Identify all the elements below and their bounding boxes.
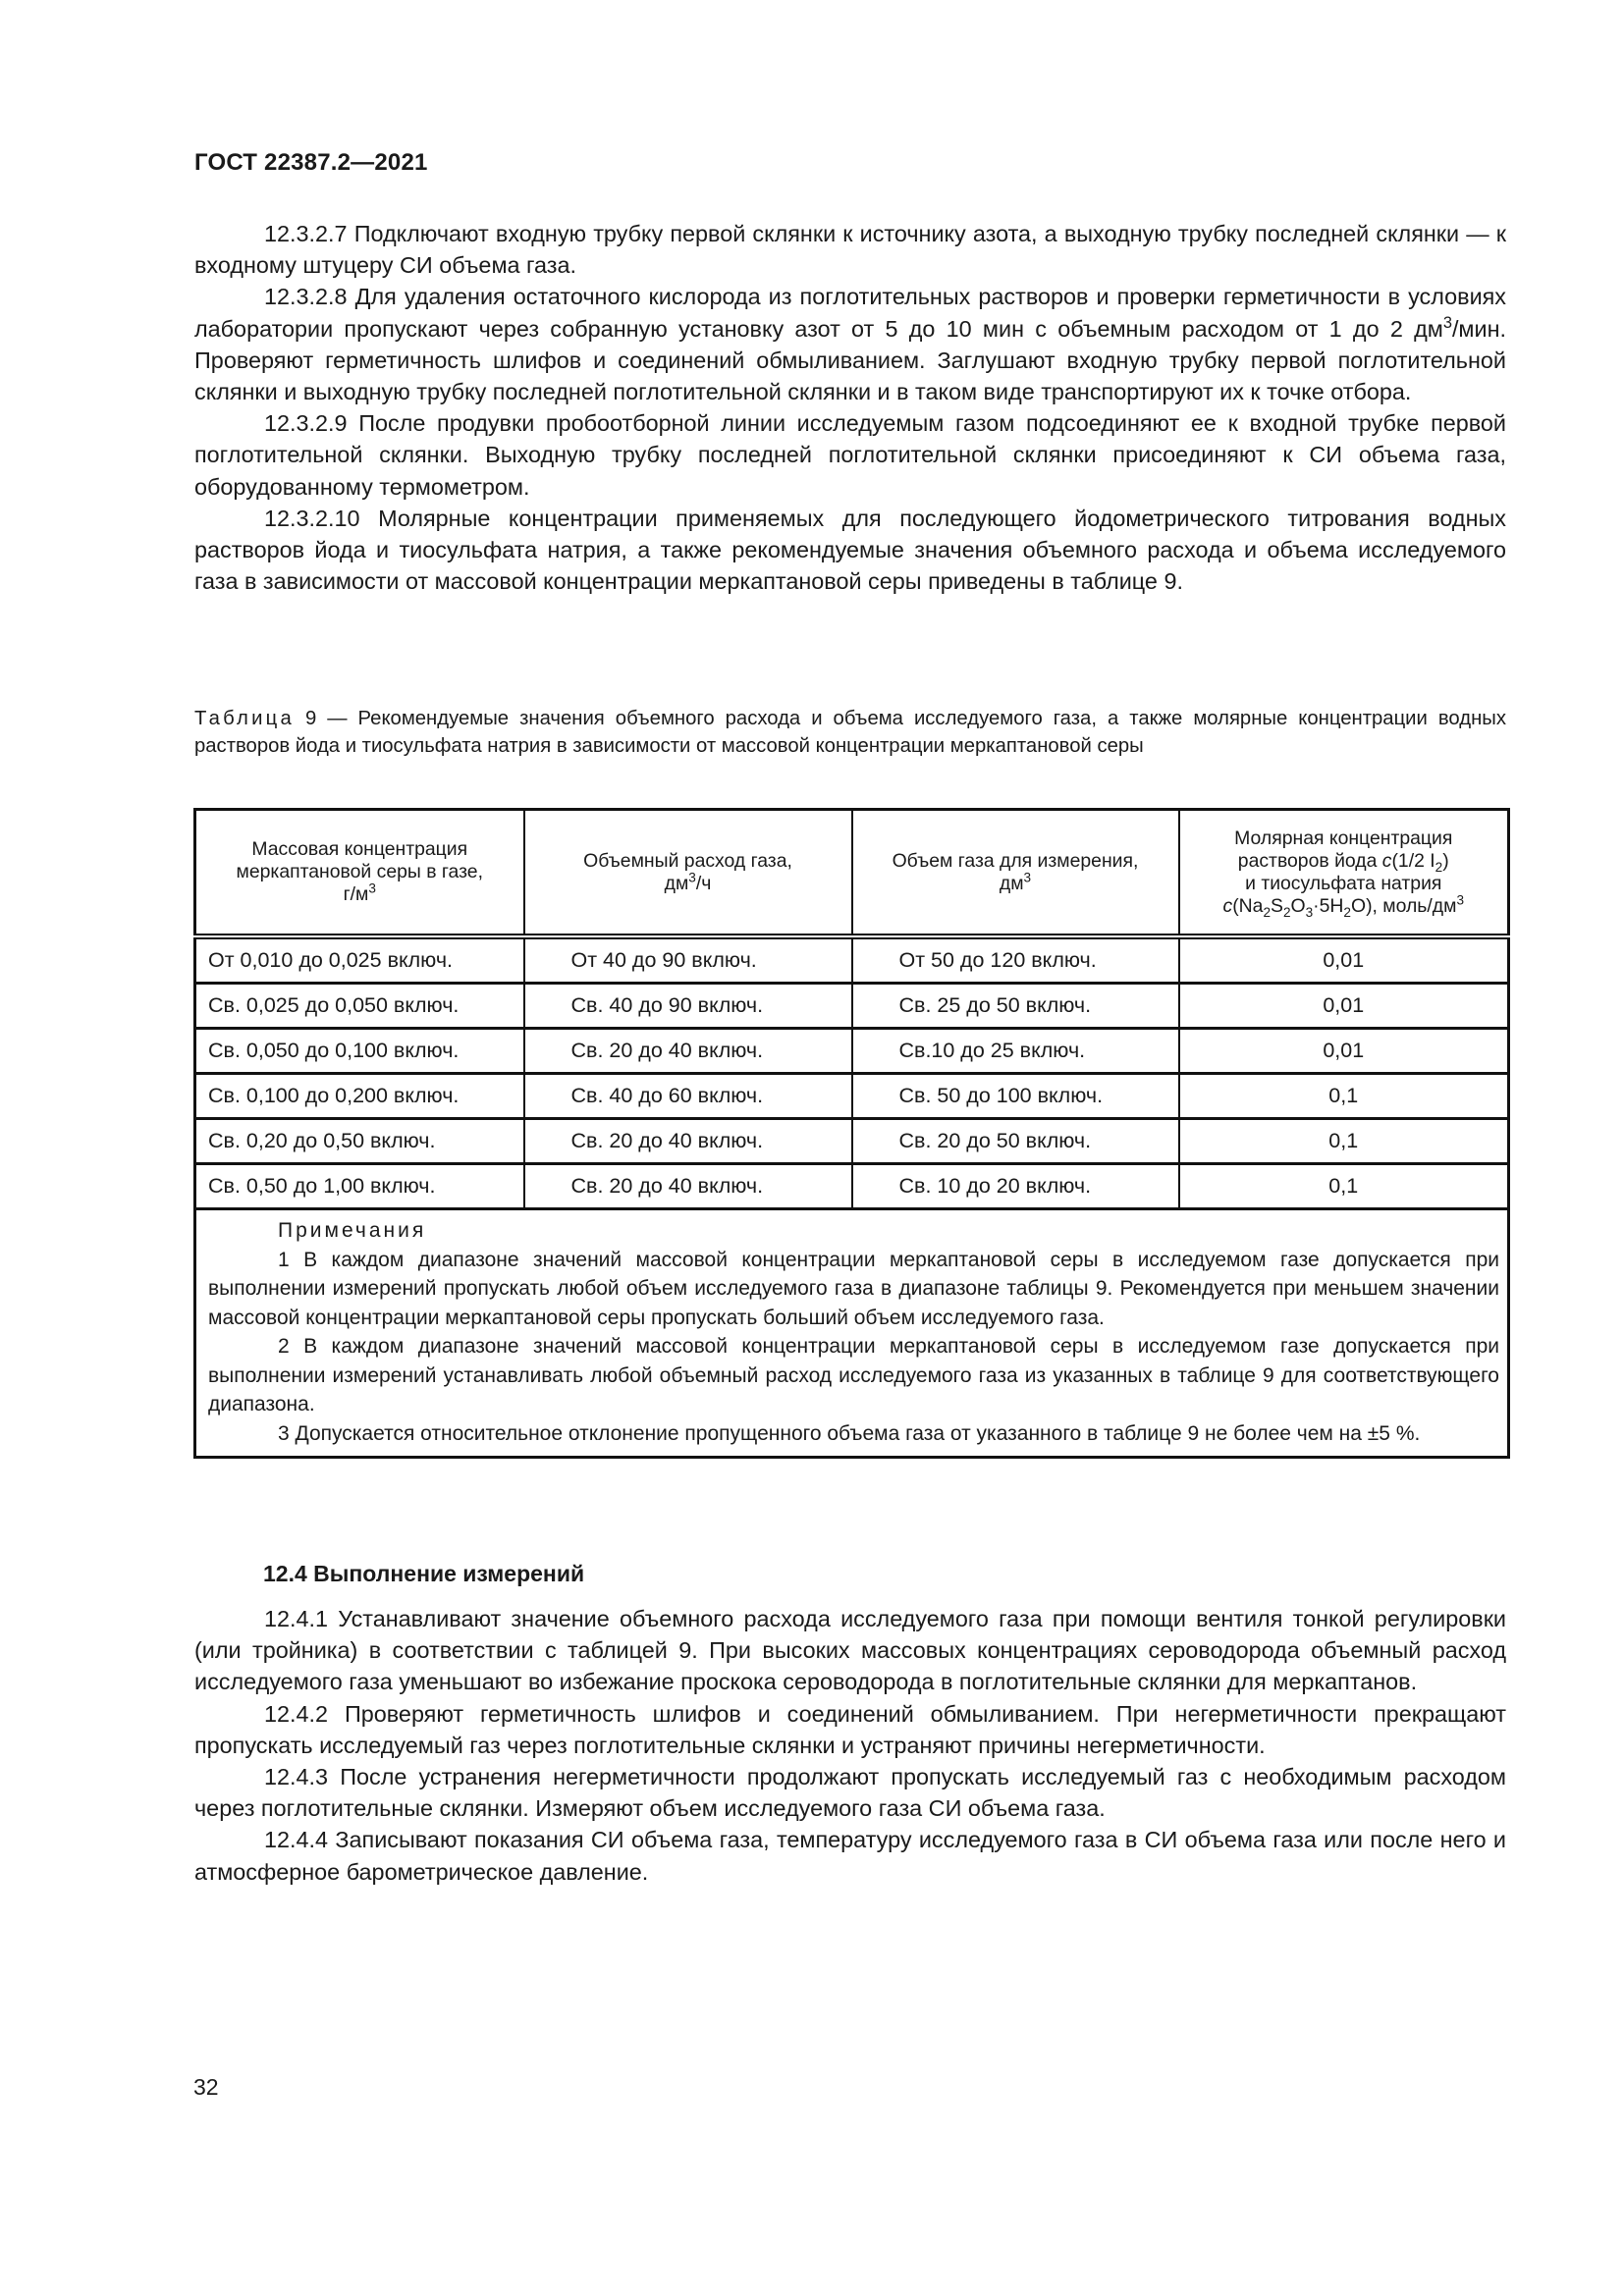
cell-molar-concentration: 0,1 <box>1179 1074 1509 1119</box>
paragraph-12-3-2-9 <box>194 407 1506 503</box>
table-notes-row <box>195 1209 1509 1458</box>
cell-molar-concentration: 0,1 <box>1179 1164 1509 1209</box>
section-heading: 12.4 Выполнение измерений <box>263 1561 585 1586</box>
note-item: 3 Допускается относительное отклонение пропущенного объема газа от указанного в таблице 9 не более чем на ±5 %. <box>278 1421 1421 1445</box>
paragraph-text: Записывают показания СИ объема газа, температуру исследуемого газа в СИ объема газа или после него и атмосферное барометрическое давление. <box>194 1827 1506 1885</box>
paragraph-12-3-2-8 <box>194 281 1506 407</box>
caption-number: 9 <box>304 708 317 729</box>
header-volume-flow: Объемный расход газа, $дм^3/ч$ <box>524 810 852 937</box>
table-row <box>195 1074 1509 1119</box>
cell-gas-volume: Св. 25 до 50 включ. <box>852 984 1179 1029</box>
paragraph-12-3-2-7 <box>194 218 1506 281</box>
table-caption <box>194 705 1506 760</box>
cell-gas-volume: Св. 10 до 20 включ. <box>852 1164 1179 1209</box>
header-mass-concentration: Массовая концентрация меркаптановой серы в газе, $г/м^3$ <box>195 810 524 937</box>
cell-mass-concentration: Св. 0,50 до 1,00 включ. <box>195 1164 524 1209</box>
clause-number: 12.3.2.8 <box>264 284 348 310</box>
cell-volume-flow: Св. 20 до 40 включ. <box>524 1029 852 1074</box>
table-notes <box>195 1209 1509 1458</box>
header-molar-concentration: Молярная концентрация растворов йода c(1/2 $I_2$) и тиосульфата натрия $c(Na_2S_2O_3\cdot 5H_2O)$, моль/$дм^3$ <box>1179 810 1509 937</box>
paragraphs-top <box>194 218 1506 597</box>
paragraph-text: /мин. Проверяют герметичность шлифов и соединений обмыливанием. Заглушают входную трубку первой поглотительной склянки и выходную трубку последней поглотительной склянки и в таком виде транспортируют их к точке отбора. <box>194 315 1506 405</box>
notes-title: Примечания <box>278 1219 427 1242</box>
clause-number: 12.3.2.7 <box>264 221 348 246</box>
clause-number: 12.4.2 <box>264 1700 329 1727</box>
table-row <box>195 1119 1509 1164</box>
cell-gas-volume: От 50 до 120 включ. <box>852 936 1179 984</box>
paragraph-text: Проверяют герметичность шлифов и соединений обмыливанием. При негерметичности прекращают пропускать исследуемый газ через поглотительные склянки и устраняют причины негерметичности. <box>194 1700 1507 1758</box>
table-row <box>195 984 1509 1029</box>
cell-volume-flow: Св. 20 до 40 включ. <box>524 1164 852 1209</box>
cell-mass-concentration: Св. 0,100 до 0,200 включ. <box>195 1074 524 1119</box>
paragraph-text: Подключают входную трубку первой склянки к источнику азота, а выходную трубку последней склянки — к входному штуцеру СИ объема газа. <box>194 221 1506 279</box>
cell-gas-volume: Св. 20 до 50 включ. <box>852 1119 1179 1164</box>
clause-number: 12.4.4 <box>264 1827 329 1853</box>
table-row <box>195 936 1509 984</box>
superscript: 3 <box>1442 313 1452 332</box>
header-gas-volume: Объем газа для измерения, $дм^3$ <box>852 810 1179 937</box>
cell-volume-flow: От 40 до 90 включ. <box>524 936 852 984</box>
table-row <box>195 1029 1509 1074</box>
paragraph-12-3-2-10 <box>194 503 1506 598</box>
note-item: 1 В каждом диапазоне значений массовой концентрации меркаптановой серы в исследуемом газе допускается при выполнении измерений пропускать любой объем исследуемого газа в диапазоне таблицы 9. Рекомендуется при меньшем значении массовой концентрации меркаптановой серы пропускать больший объем исследуемого газа. <box>208 1248 1499 1329</box>
paragraph-12-4-4 <box>194 1824 1506 1887</box>
caption-label: Таблица <box>194 708 295 729</box>
clause-number: 12.3.2.10 <box>264 505 360 531</box>
caption-text: — Рекомендуемые значения объемного расхода и объема исследуемого газа, а также молярные концентрации водных растворов йода и тиосульфата натрия в зависимости от массовой концентрации меркаптановой серы <box>194 708 1506 757</box>
cell-molar-concentration: 0,01 <box>1179 936 1509 984</box>
cell-volume-flow: Св. 40 до 60 включ. <box>524 1074 852 1119</box>
paragraph-12-4-2 <box>194 1698 1506 1761</box>
paragraph-12-4-1 <box>194 1603 1506 1698</box>
cell-mass-concentration: Св. 0,20 до 0,50 включ. <box>195 1119 524 1164</box>
cell-molar-concentration: 0,01 <box>1179 984 1509 1029</box>
note-item: 2 В каждом диапазоне значений массовой концентрации меркаптановой серы в исследуемом газе допускается при выполнении измерений устанавливать любой объемный расход исследуемого газа из указанных в таблице 9 для соответствующего диапазона. <box>208 1335 1499 1415</box>
cell-volume-flow: Св. 20 до 40 включ. <box>524 1119 852 1164</box>
cell-gas-volume: Св. 50 до 100 включ. <box>852 1074 1179 1119</box>
paragraph-text: Устанавливают значение объемного расхода исследуемого газа при помощи вентиля тонкой регулировки (или тройника) в соответствии с таблицей 9. При высоких массовых концентрациях сероводорода объемный расход исследуемого газа уменьшают во избежание проскока сероводорода в поглотительные склянки для меркаптанов. <box>194 1606 1506 1695</box>
table-9 <box>193 808 1510 1459</box>
paragraph-12-4-3 <box>194 1761 1506 1824</box>
paragraph-text: Для удаления остаточного кислорода из поглотительных растворов и проверки герметичности в условиях лаборатории пропускают через собранную установку азот от 5 до 10 мин с объемным расходом от 1 до 2 дм <box>194 284 1506 342</box>
cell-mass-concentration: Св. 0,025 до 0,050 включ. <box>195 984 524 1029</box>
paragraph-text: Молярные концентрации применяемых для последующего йодометрического титрования водных растворов йода и тиосульфата натрия, а также рекомендуемые значения объемного расхода и объема исследуемого газа в зависимости от массовой концентрации меркаптановой серы приведены в таблице 9. <box>194 505 1507 595</box>
table-header-row <box>195 810 1509 937</box>
cell-volume-flow: Св. 40 до 90 включ. <box>524 984 852 1029</box>
cell-gas-volume: Св.10 до 25 включ. <box>852 1029 1179 1074</box>
page-number: 32 <box>193 2074 219 2100</box>
cell-mass-concentration: Св. 0,050 до 0,100 включ. <box>195 1029 524 1074</box>
cell-molar-concentration: 0,01 <box>1179 1029 1509 1074</box>
cell-molar-concentration: 0,1 <box>1179 1119 1509 1164</box>
clause-number: 12.3.2.9 <box>264 410 348 437</box>
clause-number: 12.4.3 <box>264 1764 329 1790</box>
paragraph-text: После продувки пробоотборной линии исследуемым газом подсоединяют ее к входной трубке первой поглотительной склянки. Выходную трубку последней поглотительной склянки присоединяют к СИ объема газа, оборудованному термометром. <box>194 410 1507 500</box>
clause-number: 12.4.1 <box>264 1606 329 1631</box>
cell-mass-concentration: От 0,010 до 0,025 включ. <box>195 936 524 984</box>
table-row <box>195 1164 1509 1209</box>
document-code-header: ГОСТ 22387.2—2021 <box>194 149 428 176</box>
section-paragraphs <box>194 1603 1506 1888</box>
paragraph-text: После устранения негерметичности продолжают пропускать исследуемый газ с необходимым расходом через поглотительные склянки. Измеряют объем исследуемого газа СИ объема газа. <box>194 1764 1507 1822</box>
